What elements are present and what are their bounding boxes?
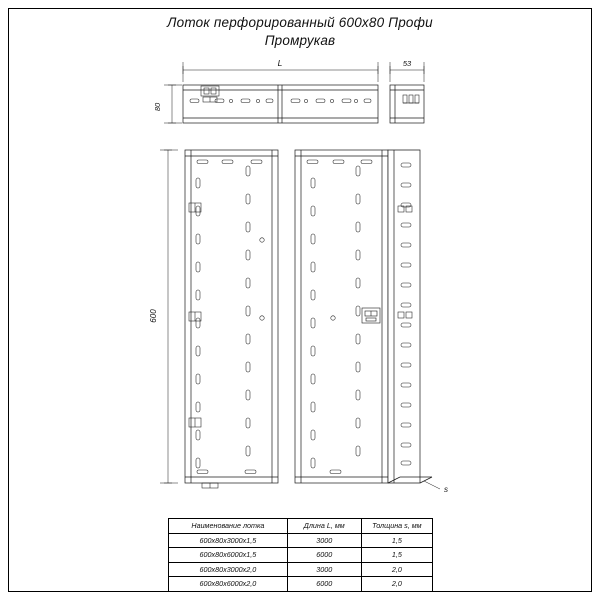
cell-length: 6000 (287, 548, 361, 563)
dimension-600 (160, 150, 178, 483)
table-row (169, 548, 433, 563)
table-header-thickness: Толщина s, мм (361, 519, 432, 534)
cell-name: 600х80х6000х2,0 (169, 577, 288, 592)
specification-table (168, 518, 433, 592)
table-header-name: Наименование лотка (169, 519, 288, 534)
table-header-length: Длина L, мм (287, 519, 361, 534)
label-span: 600 (149, 309, 158, 323)
table-header-row (169, 519, 433, 534)
title-line-2: Промрукав (264, 33, 336, 48)
cell-thickness: 2,0 (361, 577, 432, 592)
label-height: 80 (153, 102, 162, 112)
label-length: L (277, 58, 283, 68)
table-row (169, 577, 433, 592)
cell-name: 600х80х6000х1,5 (169, 548, 288, 563)
dimension-height (164, 85, 182, 123)
cell-thickness: 1,5 (361, 533, 432, 548)
cell-length: 3000 (287, 562, 361, 577)
cell-thickness: 1,5 (361, 548, 432, 563)
cell-length: 3000 (287, 533, 361, 548)
table-row (169, 562, 433, 577)
cell-name: 600х80х3000х1,5 (169, 533, 288, 548)
title-line-1: Лоток перфорированный 600х80 Профи (167, 15, 433, 30)
label-width-side: 53 (402, 59, 412, 68)
leader-thickness (424, 481, 440, 489)
cell-length: 6000 (287, 577, 361, 592)
table-row (169, 533, 433, 548)
cell-name: 600х80х3000х2,0 (169, 562, 288, 577)
label-thickness: s (444, 485, 448, 494)
cell-thickness: 2,0 (361, 562, 432, 577)
